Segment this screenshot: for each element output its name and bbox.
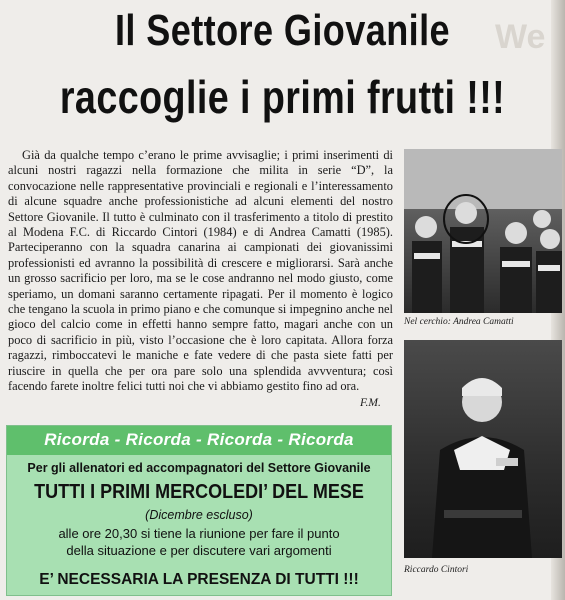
reminder-banner-text: Ricorda - Ricorda - Ricorda - Ricorda	[44, 430, 354, 449]
notice-exception: (Dicembre escluso)	[145, 508, 253, 522]
photo-caption-2: Riccardo Cintori	[404, 565, 469, 575]
notice-details-line-2: della situazione e per discutere vari argomenti	[66, 543, 332, 558]
team-photo	[404, 149, 562, 313]
article-body: Già da qualche tempo c’erano le prime avvisaglie; i primi inserimenti di alcuni nostri ragazzi nella formazione che milita in serie “D”, la convocazione nelle rappresentative provinciali e regionali e l’interessamento di alcune squadre anche professionistiche ad alcuni elementi del nostro Settore Giovanile. Il tutto è culminato con il trasferimento a titolo di prestito al Modena F.C. di Riccardo Cintori (1984) e di Andrea Camatti (1985). Parteciperanno con la squadra canarina ai campionati dei giovanissimi professionisti ed avranno la possibilità di crescere e migliorarsi. Sarà anche un grosso sacrificio per loro, ma se le cose andranno nel modo giusto, come speriamo, un domani saranno certamente ripagati. Per il momento è logico che tengano la scuola in primo piano e che comunque si impegnino anche nel gioco del calcio come in effetti hanno sempre fatto, magari anche con un poco di sacrificio in più, visto l’occasione che è loro capitata. Allora forza ragazzi, rimboccatevi le maniche e fate vedere di che pasta siete fatti per riuscire in quella che per ora pare solo una splendida avvventura; così facendo farete inoltre felici tutti noi che vi abbiamo gestito fino ad ora.	[8, 148, 393, 394]
reminder-notice-box	[6, 425, 392, 596]
article-signature: F.M.	[360, 397, 381, 409]
photo-caption-1: Nel cerchio: Andrea Camatti	[404, 317, 514, 327]
player-photo	[404, 340, 562, 558]
notice-audience: Per gli allenatori ed accompagnatori del Settore Giovanile	[27, 461, 371, 475]
player-photo-figure	[404, 340, 562, 558]
notice-attendance: E’ NECESSARIA LA PRESENZA DI TUTTI !!!	[39, 571, 359, 588]
team-photo-figures	[404, 149, 562, 313]
notice-details	[7, 525, 391, 559]
bleed-through-text: We	[495, 18, 546, 56]
notice-details-line-1: alle ore 20,30 si tiene la riunione per fare il punto	[58, 526, 340, 541]
notice-schedule: TUTTI I PRIMI MERCOLEDI’ DEL MESE	[34, 481, 364, 503]
reminder-banner	[7, 426, 391, 455]
headline-line-1: Il Settore Giovanile	[114, 6, 451, 55]
headline-line-2: raccoglie i primi frutti !!!	[59, 71, 506, 123]
